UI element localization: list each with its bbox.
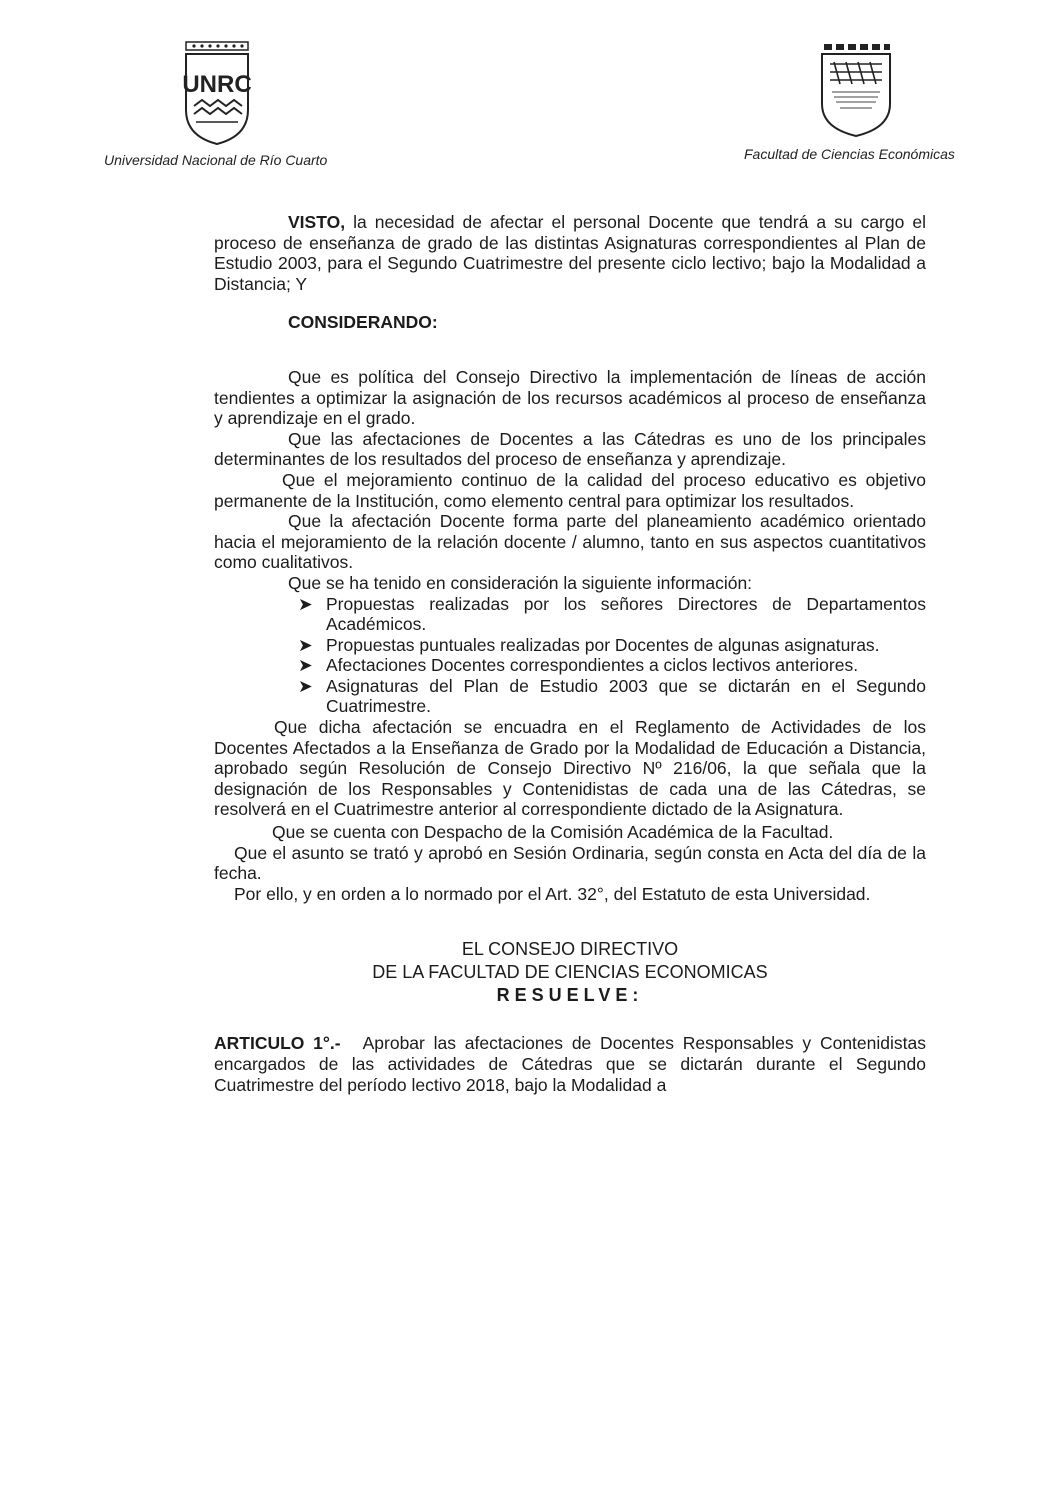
university-name: Universidad Nacional de Río Cuarto (104, 152, 328, 168)
info-list (294, 594, 926, 718)
visto-label: VISTO, (288, 212, 346, 232)
articulo-1-text: Aprobar las afectaciones de Docentes Responsables y Contenidistas encargados de las actividades de Cátedras que se dictarán durante el Segundo Cuatrimestre del período lectivo 2018, bajo la Modalidad a (214, 1033, 926, 1095)
faculty-name: Facultad de Ciencias Económicas (744, 146, 955, 162)
considerando-paragraph: Que el asunto se trató y aprobó en Sesión Ordinaria, según consta en Acta del día de la fecha. (214, 842, 926, 884)
considerando-paragraph: Que se ha tenido en consideración la siguiente información: (288, 572, 753, 593)
considerando-paragraph: Que es política del Consejo Directivo la implementación de líneas de acción tendientes a optimizar la asignación de los recursos académicos al proceso de enseñanza y aprendizaje en el grado. (214, 366, 926, 429)
considerando-paragraph: Que la afectación Docente forma parte del planeamiento académico orientado hacia el mejoramiento de la relación docente / alumno, tanto en sus aspectos cuantitativos como cualitativos. (214, 511, 926, 573)
articulo-1-paragraph (214, 1033, 926, 1095)
arrowhead-bullet-icon: ➤ (298, 593, 313, 614)
considerando-paragraph: Que se cuenta con Despacho de la Comisión Académica de la Facultad. (272, 822, 834, 843)
list-item (294, 635, 926, 656)
list-item (294, 655, 926, 676)
list-item-text: Propuestas realizadas por los señores Directores de Departamentos Académicos. (326, 593, 926, 635)
list-item-text: Asignaturas del Plan de Estudio 2003 que se dictarán en el Segundo Cuatrimestre. (326, 675, 926, 717)
list-item (294, 676, 926, 717)
considerando-paragraph: Que dicha afectación se encuadra en el Reglamento de Actividades de los Docentes Afectados a la Enseñanza de Grado por la Modalidad de Educación a Distancia, aprobado según Resolución de Consejo Directivo Nº 216/06, la que señala que la designación de los Responsables y Contenidistas de cada una de las Cátedras, se resolverá en el Cuatrimestre anterior al correspondiente dictado de la Asignatura. (214, 717, 926, 820)
list-item (294, 594, 926, 635)
list-item-text: Afectaciones Docentes correspondientes a ciclos lectivos anteriores. (326, 655, 859, 676)
resuelve-heading: RESUELVE: (496, 985, 644, 1006)
council-line-2: DE LA FACULTAD DE CIENCIAS ECONOMICAS (372, 962, 768, 983)
articulo-1-label: ARTICULO 1°.- (214, 1033, 341, 1054)
considerando-paragraph: Por ello, y en orden a lo normado por el Art. 32°, del Estatuto de esta Universidad. (234, 883, 871, 904)
visto-text: la necesidad de afectar el personal Docente que tendrá a su cargo el proceso de enseñanza de grado de las distintas Asignaturas correspondientes al Plan de Estudio 2003, para el Segundo Cuatrimestre del presente ciclo lectivo; bajo la Modalidad a Distancia; Y (214, 212, 926, 294)
faculty-seal-icon (818, 40, 894, 140)
list-item-text: Propuestas puntuales realizadas por Docentes de algunas asignaturas. (326, 634, 880, 655)
visto-paragraph (214, 212, 926, 294)
considerando-heading: CONSIDERANDO: (288, 312, 438, 333)
considerando-paragraph: Que las afectaciones de Docentes a las Cátedras es uno de los principales determinantes de los resultados del proceso de enseñanza y aprendizaje. (214, 428, 926, 470)
document-body (214, 212, 926, 1095)
logo-lettering: UNRC (182, 71, 252, 98)
arrowhead-bullet-icon: ➤ (298, 655, 313, 676)
arrowhead-bullet-icon: ➤ (298, 675, 313, 696)
unrc-logo (182, 40, 252, 148)
considerando-paragraph: Que el mejoramiento continuo de la calidad del proceso educativo es objetivo permanente de la Institución, como elemento central para optimizar los resultados. (214, 469, 926, 511)
council-line-1: EL CONSEJO DIRECTIVO (461, 939, 679, 960)
arrowhead-bullet-icon: ➤ (298, 634, 313, 655)
council-heading (214, 938, 926, 1007)
